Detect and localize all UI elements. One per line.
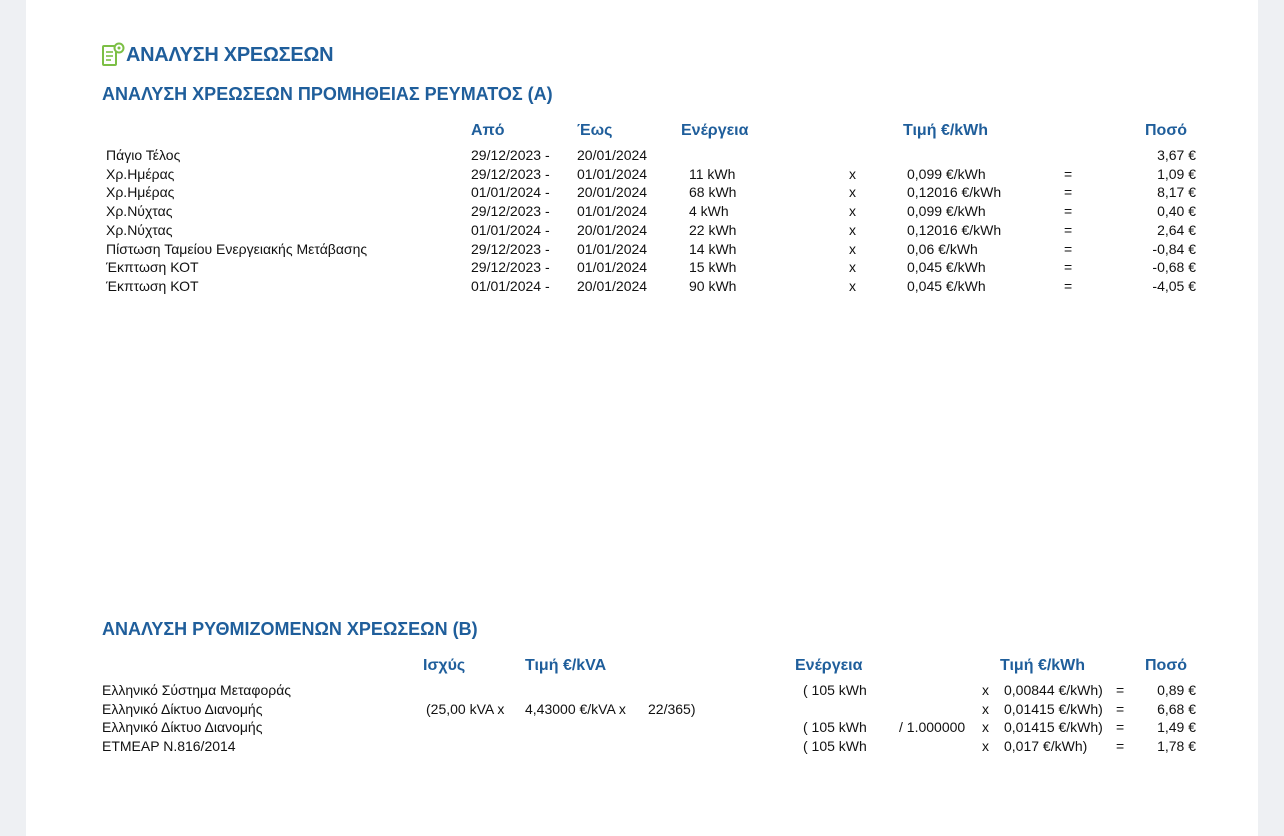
row-a-label: Χρ.Ημέρας [106, 184, 175, 201]
row-b-eq: = [1116, 682, 1125, 698]
row-b-label: Ελληνικό Δίκτυο Διανομής [102, 700, 263, 717]
row-b-days: 22/365) [648, 700, 696, 717]
col-header-power: Ισχύς [423, 657, 466, 674]
section-b-title: ΑΝΑΛΥΣΗ ΡΥΘΜΙΖΟΜΕΝΩΝ ΧΡΕΩΣΕΩΝ (Β) [102, 619, 478, 639]
row-a-energy: 14 kWh [689, 240, 737, 257]
row-a-price: 0,12016 €/kWh [907, 221, 1002, 238]
row-a-amount: 1,09 € [1157, 165, 1196, 182]
section-a-title: ΑΝΑΛΥΣΗ ΧΡΕΩΣΕΩΝ ΠΡΟΜΗΘΕΙΑΣ ΡΕΥΜΑΤΟΣ (Α) [102, 84, 553, 104]
row-a-label: Χρ.Ημέρας [106, 165, 175, 182]
row-b-energy: ( 105 kWh [803, 719, 867, 736]
row-a-price: 0,045 €/kWh [907, 277, 986, 294]
row-b-label: Ελληνικό Σύστημα Μεταφοράς [102, 682, 292, 698]
row-a-eq: = [1064, 277, 1073, 294]
col-header-to: Έως [577, 122, 613, 139]
col-header-from: Από [471, 122, 505, 139]
row-a-amount: 2,64 € [1157, 221, 1196, 238]
row-b-amount: 1,78 € [1157, 738, 1196, 755]
row-b-price-kva: 4,43000 €/kVA x [525, 700, 626, 717]
row-a-to: 01/01/2024 [577, 240, 648, 257]
row-b-eq: = [1116, 719, 1125, 736]
col-header-amount-b: Ποσό [1145, 657, 1188, 674]
row-a-price: 0,099 €/kWh [907, 165, 986, 182]
row-a-from: 29/12/2023 - [471, 240, 550, 257]
row-a-from: 29/12/2023 - [471, 259, 550, 276]
row-a-to: 20/01/2024 [577, 221, 648, 238]
col-header-energy-b: Ενέργεια [795, 657, 863, 674]
row-b-label: ΕΤΜΕΑΡ Ν.816/2014 [102, 738, 236, 755]
row-b-amount: 6,68 € [1157, 700, 1196, 717]
row-a-eq: = [1064, 259, 1073, 276]
row-a-amount: -0,84 € [1152, 240, 1196, 257]
row-a-x: x [849, 203, 856, 220]
col-header-price: Τιμή €/kWh [903, 122, 989, 139]
row-a-amount: -4,05 € [1152, 277, 1196, 294]
row-a-price: 0,12016 €/kWh [907, 184, 1002, 201]
row-a-label: Έκπτωση ΚΟΤ [106, 277, 199, 294]
row-a-x: x [849, 277, 856, 294]
row-a-from: 01/01/2024 - [471, 221, 550, 238]
row-a-price: 0,099 €/kWh [907, 203, 986, 220]
row-a-energy: 11 kWh [689, 165, 736, 182]
page-title: ΑΝΑΛΥΣΗ ΧΡΕΩΣΕΩΝ [126, 44, 334, 66]
row-b-price-kwh: 0,01415 €/kWh) [1004, 700, 1103, 717]
row-a-x: x [849, 240, 856, 257]
row-b-energy: ( 105 kWh [803, 682, 867, 698]
row-b-price-kwh: 0,017 €/kWh) [1004, 738, 1088, 755]
row-a-energy: 68 kWh [689, 184, 737, 201]
col-header-price-kwh: Τιμή €/kWh [1000, 657, 1086, 674]
row-a-energy: 4 kWh [689, 203, 729, 220]
row-a-to: 20/01/2024 [577, 277, 648, 294]
row-a-eq: = [1064, 165, 1073, 182]
row-b-price-kwh: 0,00844 €/kWh) [1004, 682, 1103, 698]
row-b-price-kwh: 0,01415 €/kWh) [1004, 719, 1103, 736]
row-b-x: x [982, 682, 989, 698]
row-a-to: 01/01/2024 [577, 165, 648, 182]
row-b-divisor: / 1.000000 [899, 719, 966, 736]
row-a-label: Πάγιο Τέλος [106, 147, 181, 163]
row-b-label: Ελληνικό Δίκτυο Διανομής [102, 719, 263, 736]
row-a-x: x [849, 184, 856, 201]
row-a-amount: -0,68 € [1152, 259, 1196, 276]
row-a-to: 01/01/2024 [577, 203, 648, 220]
row-b-power: (25,00 kVA x [426, 700, 505, 717]
row-b-x: x [982, 738, 989, 755]
row-a-x: x [849, 165, 856, 182]
row-a-eq: = [1064, 184, 1073, 201]
col-header-amount: Ποσό [1145, 122, 1188, 139]
row-a-label: Πίστωση Ταμείου Ενεργειακής Μετάβασης [106, 240, 368, 257]
col-header-price-kva: Τιμή €/kVA [525, 657, 607, 674]
row-a-from: 29/12/2023 - [471, 165, 550, 182]
row-b-eq: = [1116, 700, 1125, 717]
row-a-eq: = [1064, 203, 1073, 220]
row-a-amount: 0,40 € [1157, 203, 1196, 220]
row-a-energy: 22 kWh [689, 221, 737, 238]
row-b-energy: ( 105 kWh [803, 738, 867, 755]
row-a-energy: 90 kWh [689, 277, 737, 294]
row-a-label: Χρ.Νύχτας [106, 203, 173, 220]
row-b-amount: 0,89 € [1157, 682, 1196, 698]
row-a-to: 01/01/2024 [577, 259, 648, 276]
row-a-to: 20/01/2024 [577, 184, 648, 201]
row-a-x: x [849, 259, 856, 276]
row-a-label: Έκπτωση ΚΟΤ [106, 259, 199, 276]
row-a-price: 0,045 €/kWh [907, 259, 986, 276]
row-a-x: x [849, 221, 856, 238]
row-a-price: 0,06 €/kWh [907, 240, 978, 257]
invoice-gear-icon [102, 42, 126, 68]
row-a-from: 01/01/2024 - [471, 277, 550, 294]
row-a-from: 29/12/2023 - [471, 203, 550, 220]
row-a-to: 20/01/2024 [577, 147, 648, 163]
row-b-x: x [982, 700, 989, 717]
col-header-energy: Ενέργεια [681, 122, 749, 139]
row-b-eq: = [1116, 738, 1125, 755]
row-a-amount: 3,67 € [1157, 147, 1196, 163]
row-b-x: x [982, 719, 989, 736]
row-a-from: 29/12/2023 - [471, 147, 550, 163]
row-a-from: 01/01/2024 - [471, 184, 550, 201]
row-a-label: Χρ.Νύχτας [106, 221, 173, 238]
row-a-amount: 8,17 € [1157, 184, 1196, 201]
row-a-energy: 15 kWh [689, 259, 737, 276]
row-b-amount: 1,49 € [1157, 719, 1196, 736]
row-a-eq: = [1064, 240, 1073, 257]
row-a-eq: = [1064, 221, 1073, 238]
